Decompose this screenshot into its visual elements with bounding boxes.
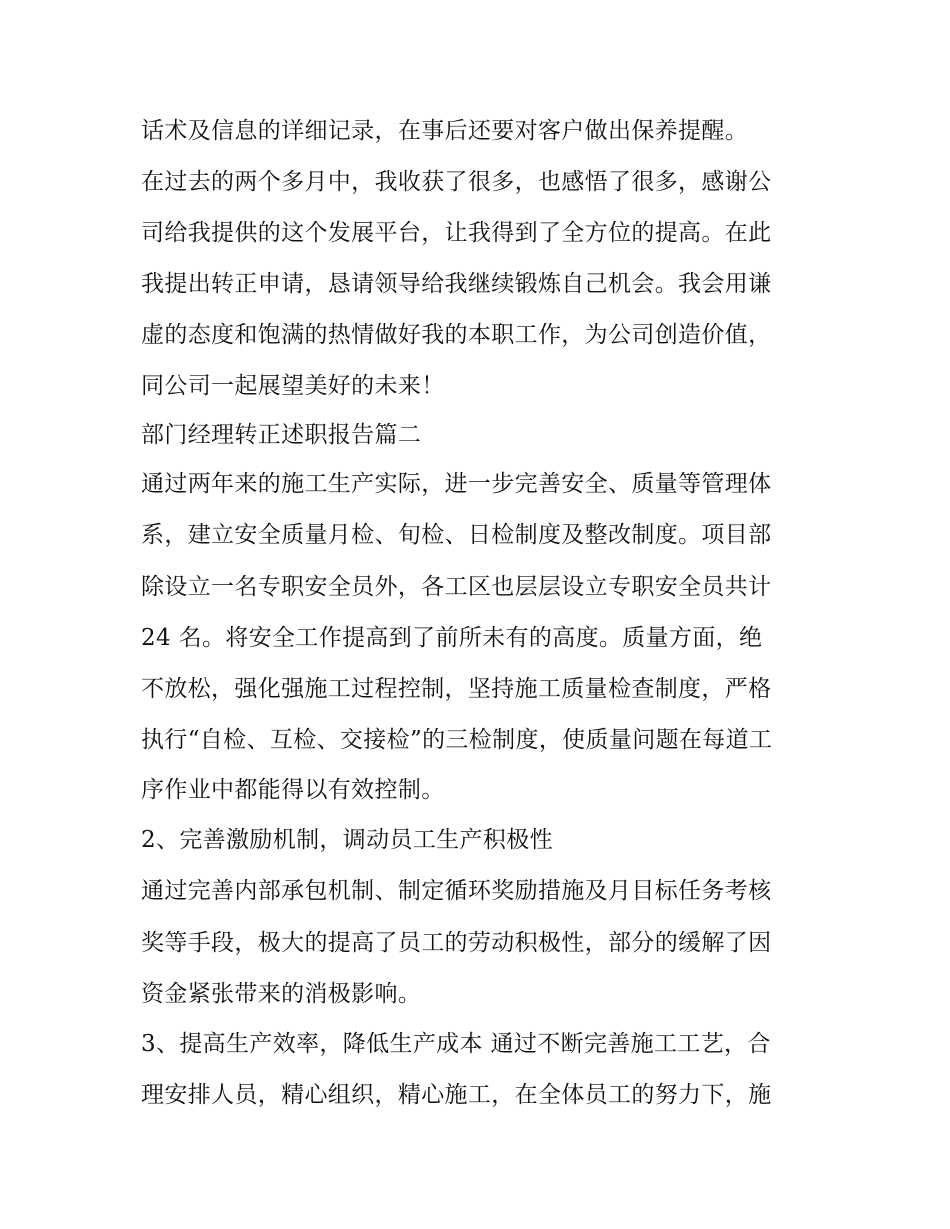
list-heading: 3、提高生产效率，降低生产成本 通过不断完善施工工艺，合 <box>141 1031 771 1057</box>
text-line: 除设立一名专职安全员外，各工区也层层设立专职安全员共计 <box>141 574 772 600</box>
text-line: 同公司一起展望美好的未来！ <box>141 373 445 399</box>
text-line: 在过去的两个多月中，我收获了很多，也感悟了很多，感谢公 <box>141 169 772 195</box>
text-line: 通过完善内部承包机制、制定循环奖励措施及月目标任务考核 <box>141 878 772 904</box>
text-line: 24 名。将安全工作提高到了前所未有的高度。质量方面，绝 <box>141 625 763 651</box>
text-line: 序作业中都能得以有效控制。 <box>141 777 445 803</box>
text-line: 通过两年来的施工生产实际，进一步完善安全、质量等管理体 <box>141 471 772 497</box>
text-line: 司给我提供的这个发展平台，让我得到了全方位的提高。在此 <box>141 220 772 246</box>
text-line: 资金紧张带来的消极影响。 <box>141 981 422 1007</box>
text-line: 系，建立安全质量月检、旬检、日检制度及整改制度。项目部 <box>141 522 772 548</box>
text-line: 不放松，强化强施工过程控制，坚持施工质量检查制度，严格 <box>141 676 772 702</box>
list-heading: 2、完善激励机制，调动员工生产积极性 <box>141 827 553 853</box>
text-line: 虚的态度和饱满的热情做好我的本职工作，为公司创造价值， <box>141 322 772 348</box>
text-line: 我提出转正申请，恳请领导给我继续锻炼自己机会。我会用谦 <box>141 271 772 297</box>
section-heading: 部门经理转正述职报告篇二 <box>141 422 422 448</box>
text-line: 话术及信息的详细记录，在事后还要对客户做出保养提醒。 <box>141 118 749 144</box>
text-line: 理安排人员，精心组织，精心施工，在全体员工的努力下，施 <box>141 1082 772 1108</box>
text-line: 执行“自检、互检、交接检”的三检制度，使质量问题在每道工 <box>141 727 773 753</box>
text-line: 奖等手段，极大的提高了员工的劳动积极性，部分的缓解了因 <box>141 930 772 956</box>
